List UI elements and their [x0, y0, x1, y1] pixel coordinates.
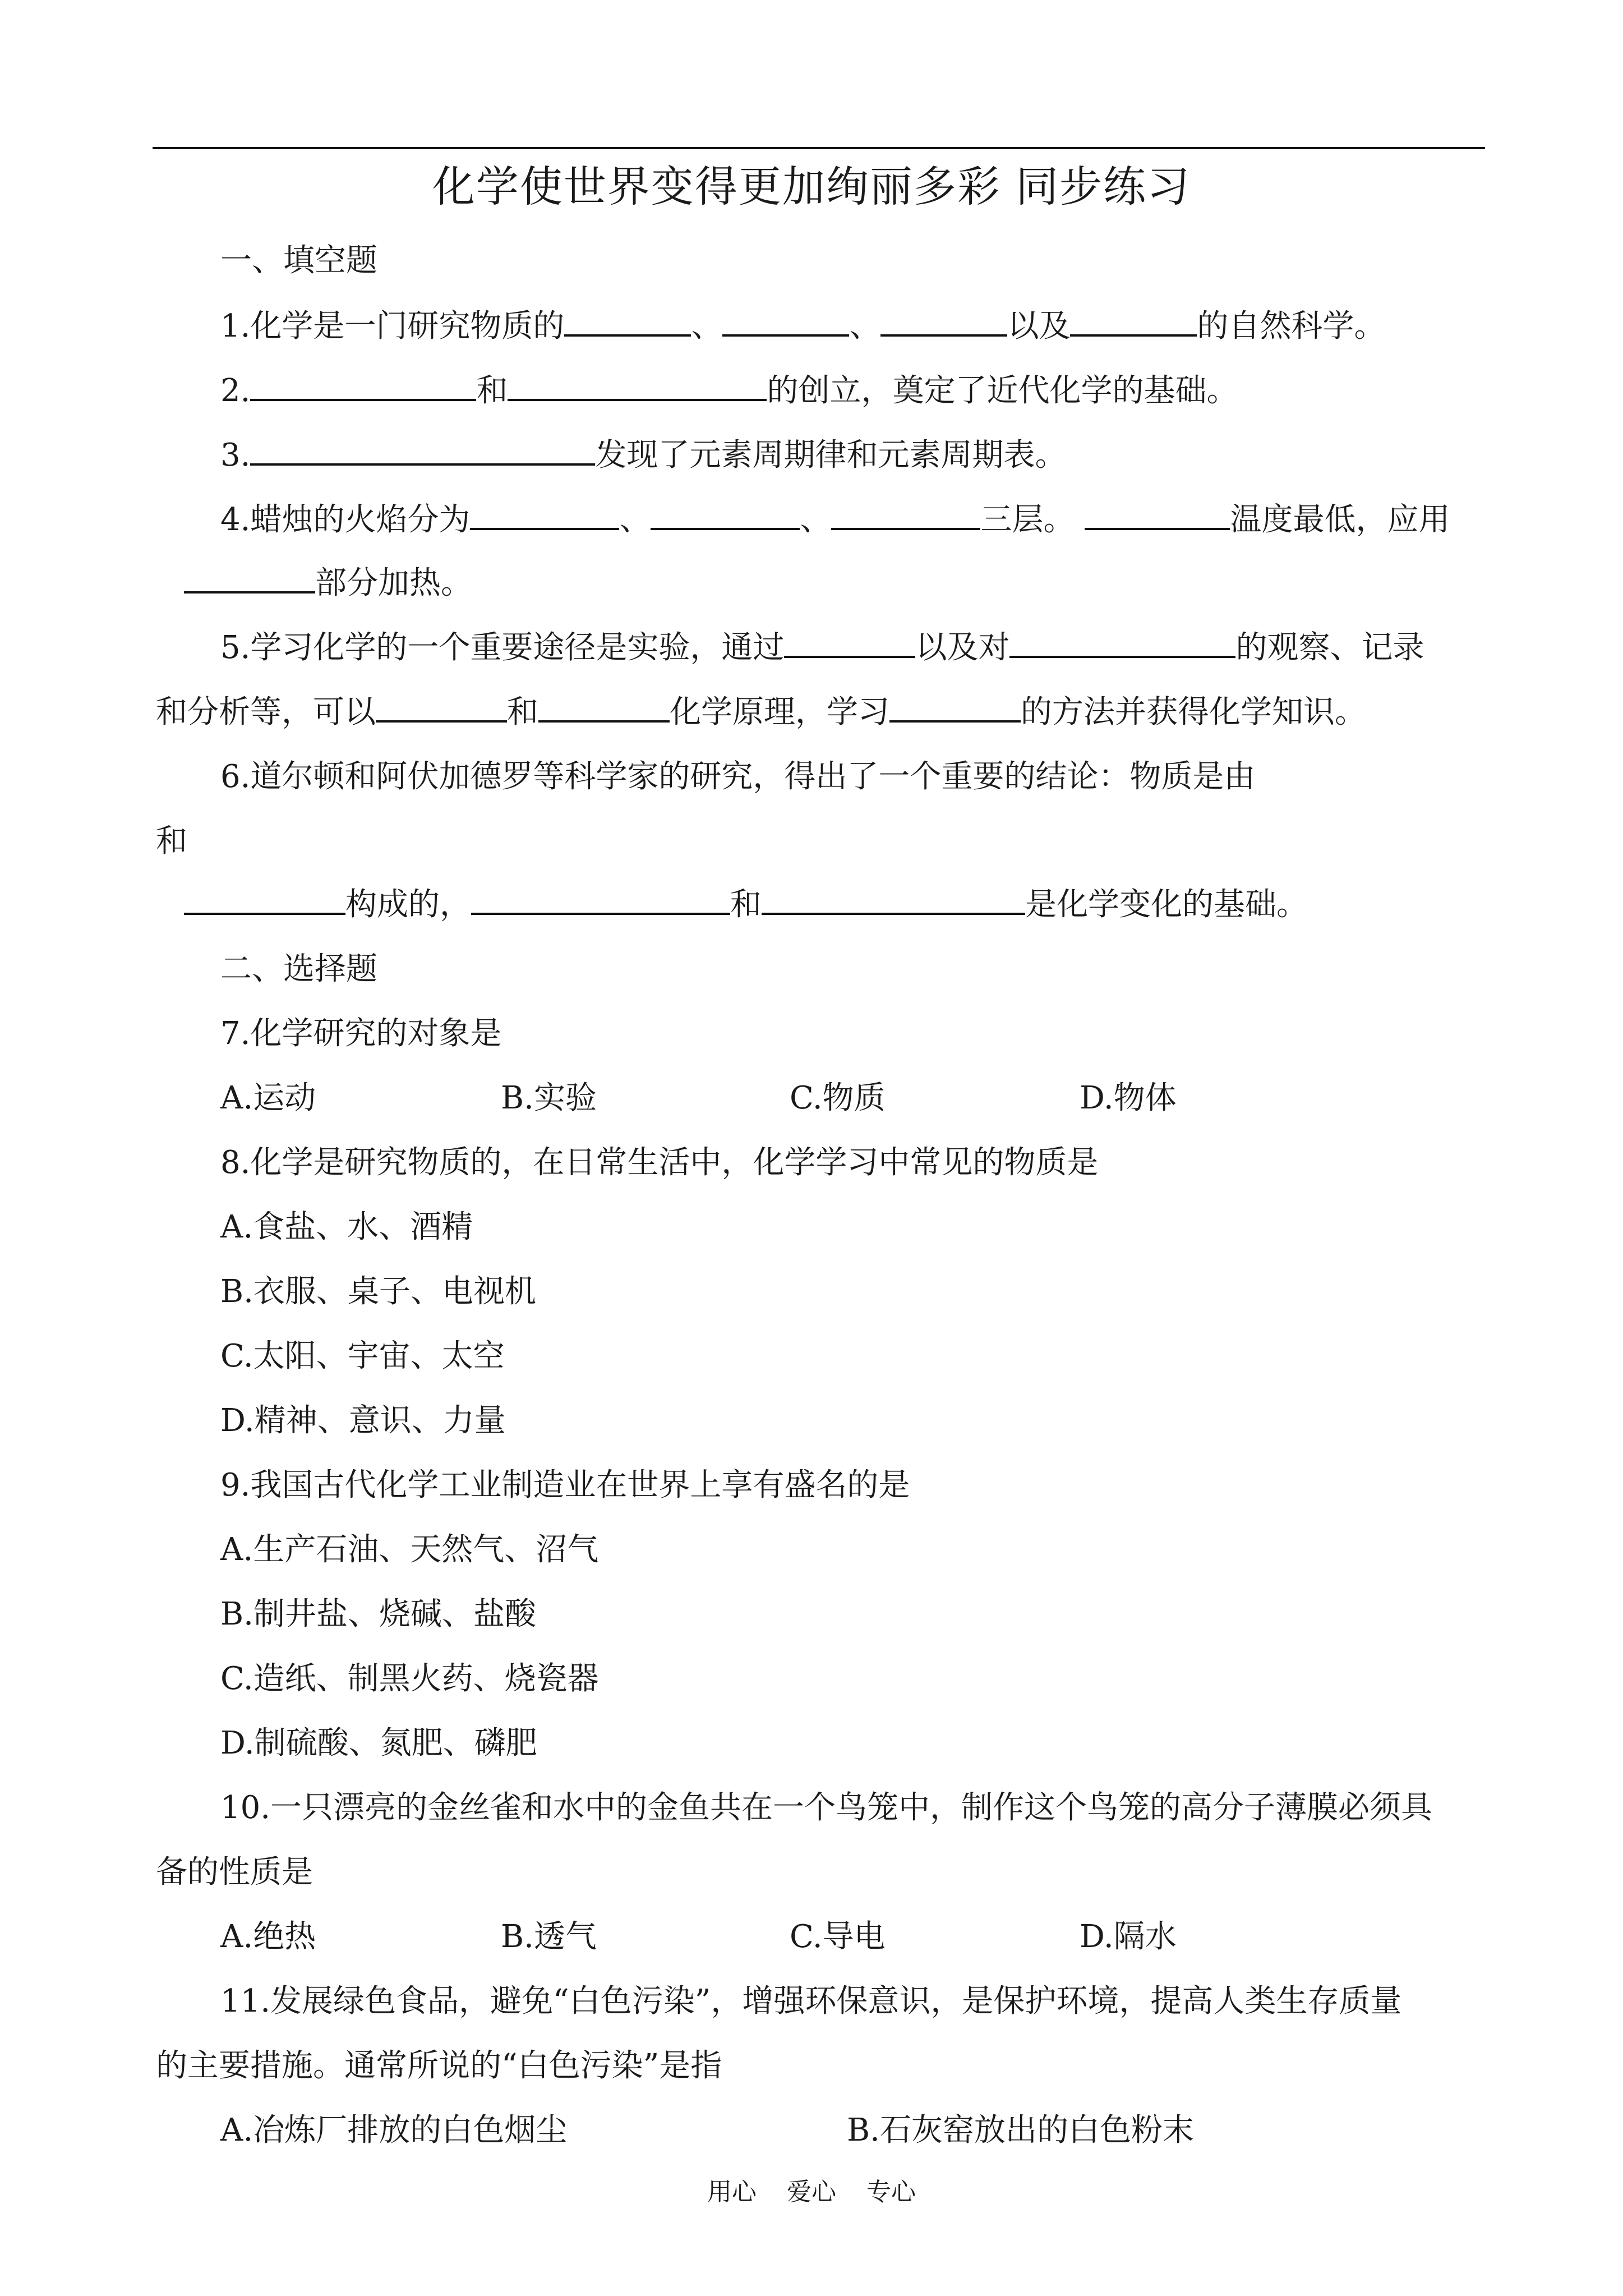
- q5-text: 以及对: [915, 629, 1010, 666]
- answer-blank: [471, 882, 730, 915]
- option-d: D.物体: [1080, 1080, 1177, 1116]
- section-heading-multiple-choice: 二、选择题: [220, 951, 377, 987]
- question-2: [220, 369, 1238, 413]
- q2-text: 和: [476, 372, 508, 409]
- answer-blank: [184, 561, 315, 593]
- answer-blank: [784, 625, 915, 658]
- q2-text: 2.: [220, 372, 251, 409]
- question-6-cont2: [184, 882, 1308, 927]
- q2-text: 的创立，奠定了近代化学的基础。: [767, 372, 1238, 409]
- option-a: A.生产石油、天然气、沼气: [220, 1531, 599, 1568]
- option-a: A.冶炼厂排放的白色烟尘: [220, 2112, 568, 2148]
- answer-blank: [762, 882, 1025, 915]
- option-c: C.太阳、宇宙、太空: [220, 1338, 505, 1374]
- answer-blank: [1070, 304, 1197, 337]
- option-d: D.制硫酸、氮肥、磷肥: [220, 1725, 537, 1761]
- q1-text: 的自然科学。: [1197, 308, 1386, 344]
- q6-text: 是化学变化的基础。: [1025, 886, 1308, 923]
- page-title: 化学使世界变得更加绚丽多彩 同步练习: [432, 162, 1191, 211]
- q3-text: 发现了元素周期律和元素周期表。: [595, 437, 1067, 473]
- question-5-cont: [156, 690, 1366, 735]
- answer-blank: [1009, 625, 1235, 658]
- q4-text: 部分加热。: [315, 565, 472, 601]
- q5-text: 和分析等，可以: [156, 694, 376, 730]
- option-c: C.导电: [790, 1918, 886, 1955]
- option-b: B.衣服、桌子、电视机: [220, 1273, 536, 1310]
- question-11: 11.发展绿色食品，避免“白色污染”，增强环保意识，是保护环境，提高人类生存质量: [220, 1983, 1402, 2019]
- question-3: [220, 433, 1066, 478]
- q4-text: 三层。: [980, 501, 1075, 538]
- answer-blank: [564, 304, 691, 337]
- q4-sep: 、: [619, 501, 651, 538]
- option-c: C.物质: [790, 1080, 886, 1116]
- question-6-cont: 和: [156, 823, 187, 859]
- q4-sep: 、: [800, 501, 832, 538]
- question-4: [220, 498, 1450, 542]
- option-a: A.食盐、水、酒精: [220, 1209, 473, 1245]
- q1-text: 1.化学是一门研究物质的: [220, 308, 565, 344]
- question-11-cont: 的主要措施。通常所说的“白色污染”是指: [156, 2047, 722, 2084]
- option-d: D.隔水: [1080, 1918, 1177, 1955]
- question-1: [220, 304, 1385, 349]
- answer-blank: [250, 433, 595, 466]
- question-8: 8.化学是研究物质的，在日常生活中，化学学习中常见的物质是: [220, 1144, 1099, 1181]
- header-rule: [153, 147, 1485, 149]
- q5-text: 和: [507, 694, 538, 730]
- q1-text: 以及: [1007, 308, 1071, 344]
- q4-text: 温度最低，应用: [1230, 501, 1450, 538]
- answer-blank: [250, 369, 476, 401]
- option-d: D.精神、意识、力量: [220, 1402, 506, 1439]
- option-a: A.绝热: [220, 1918, 316, 1955]
- option-a: A.运动: [220, 1080, 316, 1116]
- option-c: C.造纸、制黑火药、烧瓷器: [220, 1660, 599, 1697]
- q4-text: 4.蜡烛的火焰分为: [220, 501, 471, 538]
- q5-text: 的方法并获得化学知识。: [1021, 694, 1366, 730]
- answer-blank: [508, 369, 767, 401]
- option-b: B.制井盐、烧碱、盐酸: [220, 1596, 536, 1632]
- answer-blank: [880, 304, 1007, 337]
- q1-sep: 、: [849, 308, 881, 344]
- answer-blank: [538, 690, 670, 723]
- option-b: B.石灰窑放出的白色粉末: [847, 2112, 1194, 2148]
- question-10-cont: 备的性质是: [156, 1854, 313, 1890]
- q1-sep: 、: [691, 308, 723, 344]
- q5-text: 的观察、记录: [1235, 629, 1424, 666]
- question-7: 7.化学研究的对象是: [220, 1015, 502, 1052]
- section-heading-fill-blank: 一、填空题: [220, 242, 377, 279]
- answer-blank: [376, 690, 507, 723]
- q5-text: 化学原理，学习: [670, 694, 889, 730]
- question-10: 10.一只漂亮的金丝雀和水中的金鱼共在一个鸟笼中，制作这个鸟笼的高分子薄膜必须具: [220, 1789, 1433, 1826]
- option-b: B.透气: [501, 1918, 597, 1955]
- answer-blank: [651, 498, 800, 530]
- q6-text: 构成的，: [345, 886, 471, 923]
- q6-text: 和: [730, 886, 762, 923]
- answer-blank: [470, 498, 619, 530]
- answer-blank: [831, 498, 980, 530]
- answer-blank: [1085, 498, 1230, 530]
- q5-text: 5.学习化学的一个重要途径是实验，通过: [220, 629, 785, 666]
- page-footer: 用心 爱心 专心: [707, 2178, 916, 2206]
- answer-blank: [722, 304, 849, 337]
- option-b: B.实验: [501, 1080, 597, 1116]
- question-4-cont: [184, 561, 472, 606]
- q3-text: 3.: [220, 437, 251, 473]
- question-5: [220, 625, 1424, 670]
- question-9: 9.我国古代化学工业制造业在世界上享有盛名的是: [220, 1467, 910, 1503]
- answer-blank: [184, 882, 345, 915]
- answer-blank: [889, 690, 1021, 723]
- q6-text: 6.道尔顿和阿伏加德罗等科学家的研究，得出了一个重要的结论：物质是由: [220, 758, 1256, 795]
- question-6: [220, 754, 1482, 799]
